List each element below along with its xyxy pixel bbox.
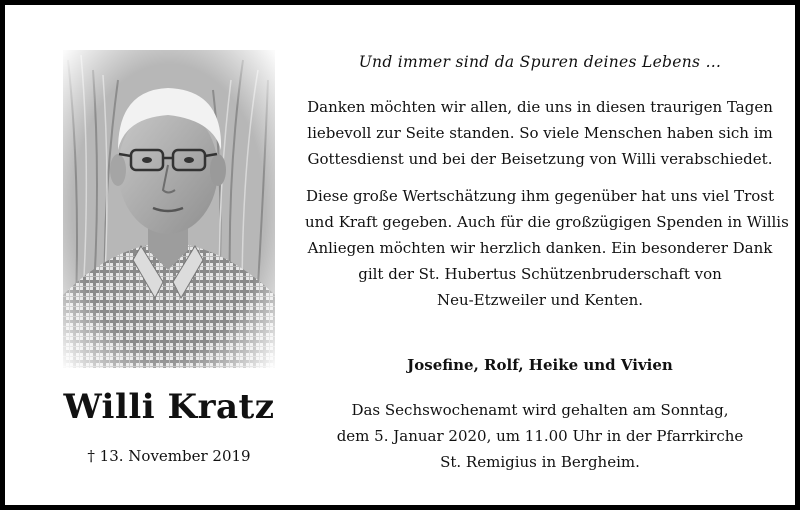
text-line: Neu-Etzweiler und Kenten. <box>436 291 644 309</box>
death-date: † 13. November 2019 <box>87 447 251 465</box>
signers: Josefine, Rolf, Heike und Vivien <box>407 356 673 374</box>
text-line: liebevoll zur Seite standen. So viele Menschen haben sich im <box>307 124 773 142</box>
text-line: Anliegen möchten wir herzlich danken. Ein besonderer Dank <box>307 239 773 257</box>
thanks-paragraph <box>305 94 775 172</box>
text-line: Diese große Wertschätzung ihm gegenüber hat uns viel Trost <box>305 187 775 205</box>
text-line: Danken möchten wir allen, die uns in diesen traurigen Tagen <box>307 98 773 116</box>
motto: Und immer sind da Spuren deines Lebens … <box>358 53 722 71</box>
text-line: St. Remigius in Bergheim. <box>440 453 640 471</box>
deceased-name: Willi Kratz <box>63 387 275 427</box>
portrait-photo <box>63 50 275 368</box>
text-line: Gottesdienst und bei der Beisetzung von Willi verabschiedet. <box>307 150 773 168</box>
text-line: dem 5. Januar 2020, um 11.00 Uhr in der Pfarrkirche <box>336 427 744 445</box>
appreciation-paragraph <box>305 183 789 313</box>
text-line: Das Sechswochenamt wird gehalten am Sonntag, <box>351 401 729 419</box>
service-paragraph <box>305 397 775 475</box>
text-line: und Kraft gegeben. Auch für die großzügigen Spenden in Willis <box>305 213 789 231</box>
text-line: gilt der St. Hubertus Schützenbruderschaft von <box>358 265 722 283</box>
